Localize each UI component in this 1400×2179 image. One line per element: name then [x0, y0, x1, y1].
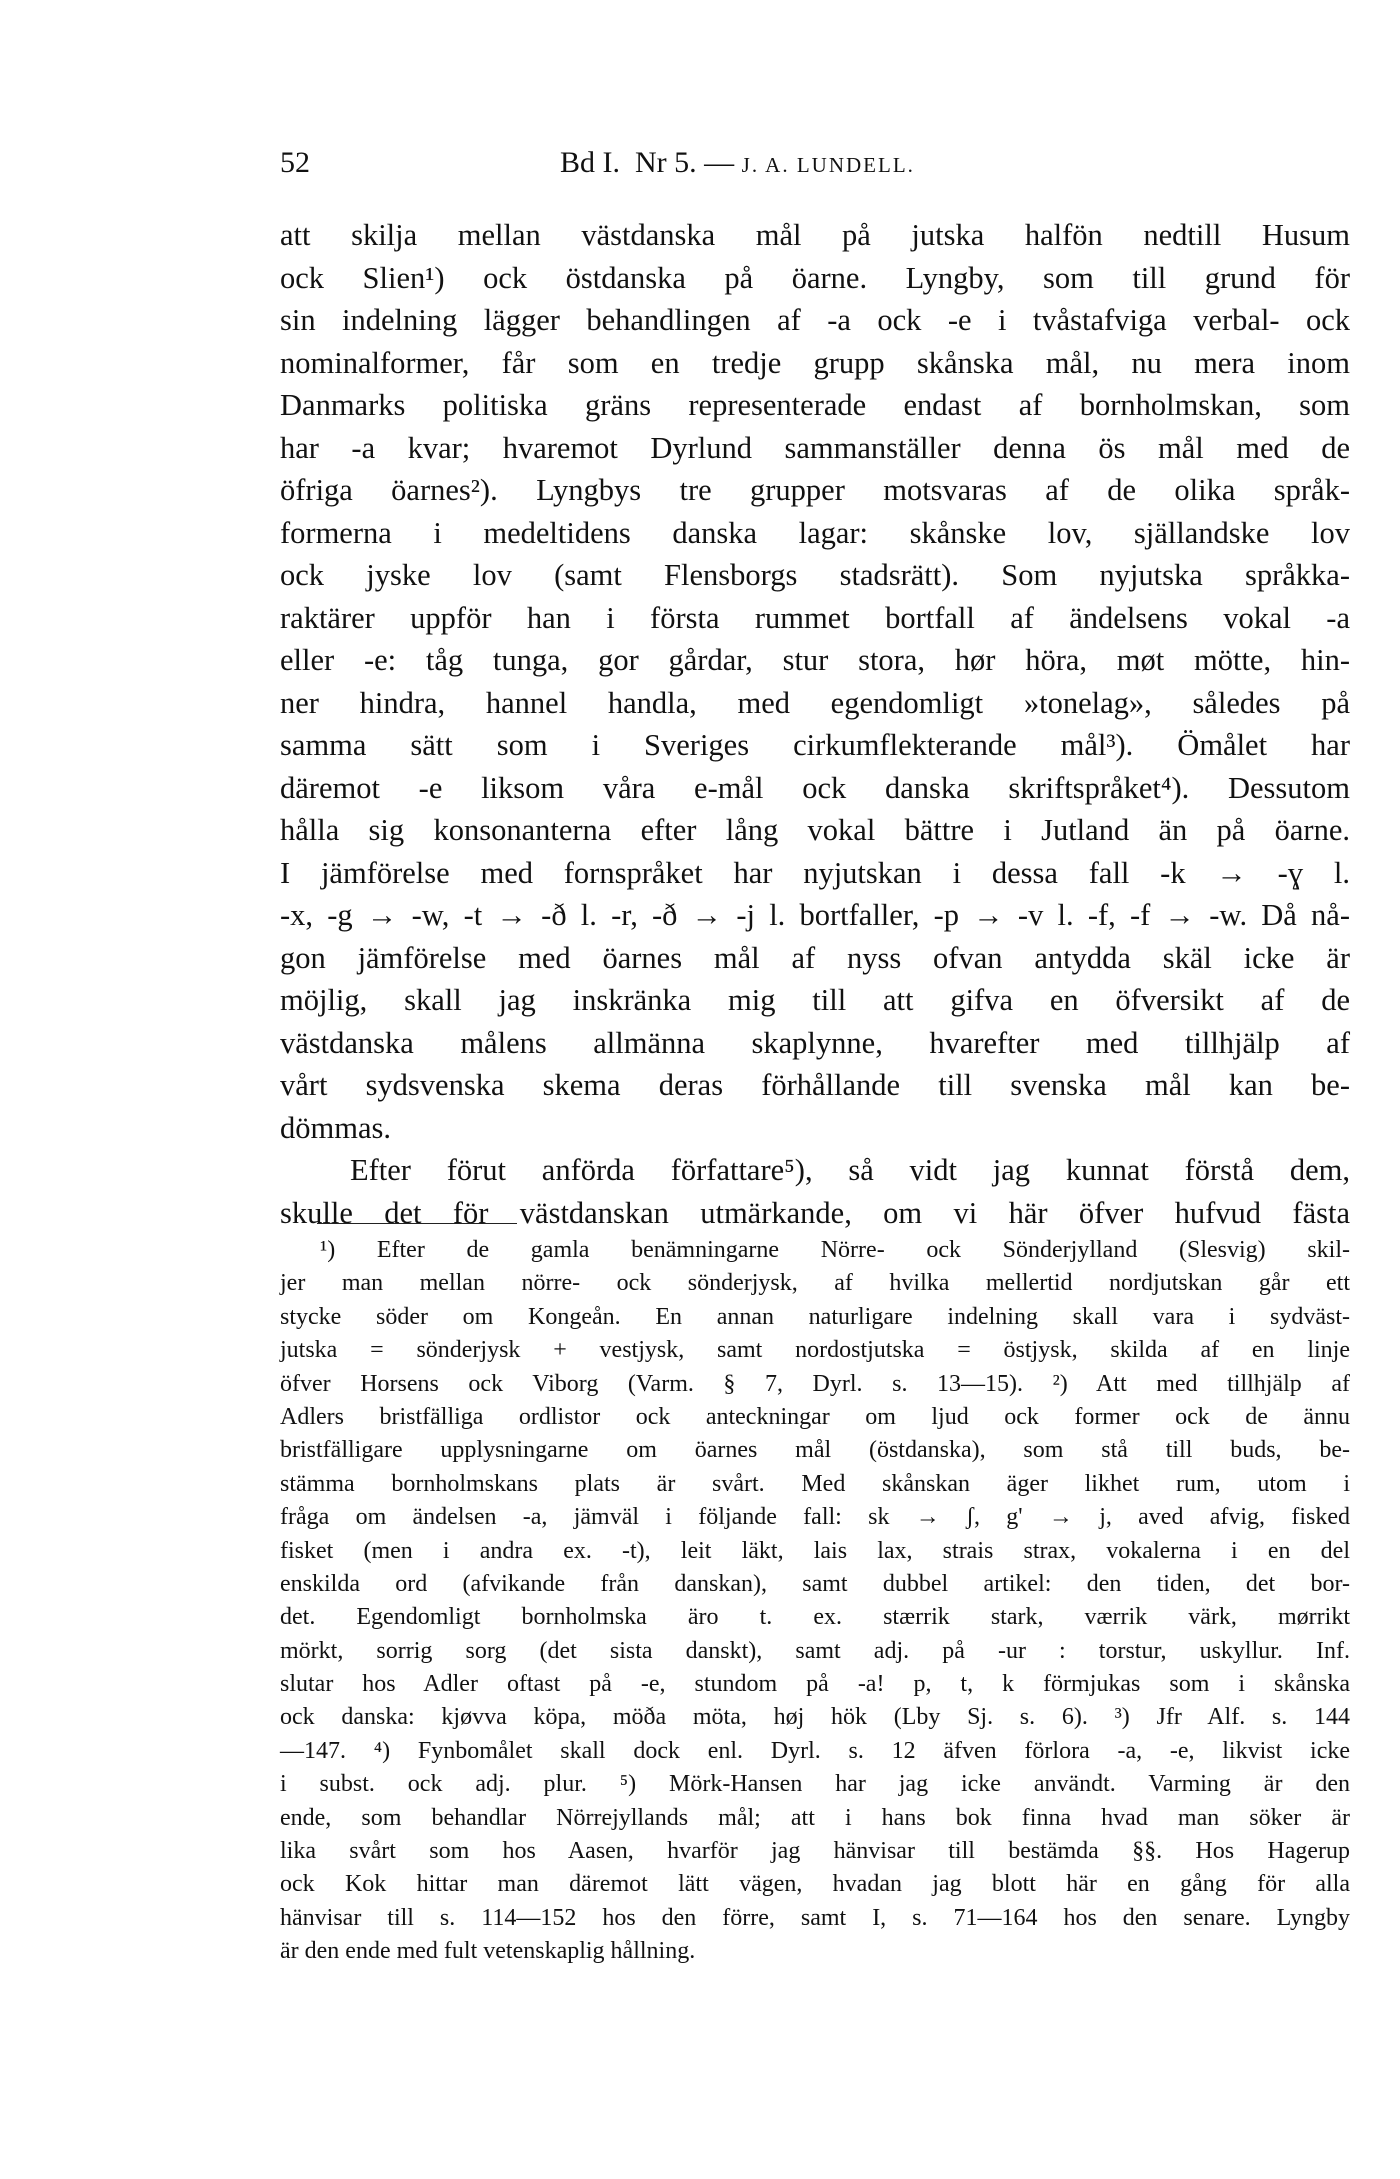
footnote-line: jer man mellan nörre- ock sönderjysk, af hvilka mellertid nordjutskan går ett: [280, 1270, 1350, 1297]
footnote-line: ock Kok hittar man däremot lätt vägen, hvadan jag blott här en gång för alla: [280, 1871, 1350, 1898]
body-line: sin indelning lägger behandlingen af -a ock -e i tvåstafviga verbal- ock: [280, 303, 1350, 337]
body-line: Efter förut anförda författare⁵), så vidt jag kunnat förstå dem,: [350, 1153, 1350, 1187]
body-line: att skilja mellan västdanska mål på jutska halfön nedtill Husum: [280, 218, 1350, 252]
body-line: gon jämförelse med öarnes mål af nyss ofvan antydda skäl icke är: [280, 940, 1350, 975]
body-line: har -a kvar; hvaremot Dyrlund sammanställer denna ös mål med de: [280, 430, 1350, 465]
footnote-line: ock danska: kjøvva köpa, möða möta, høj hök (Lby Sj. s. 6). ³) Jfr Alf. s. 144: [280, 1704, 1350, 1731]
body-line: däremot -e liksom våra e-mål ock danska skriftspråket⁴). Dessutom: [280, 770, 1350, 805]
footnote-line: enskilda ord (afvikande från danskan), samt dubbel artikel: den tiden, det bor-: [280, 1570, 1350, 1597]
body-line: ock Slien¹) ock östdanska på öarne. Lyngby, som till grund för: [280, 260, 1350, 295]
volume-issue: Bd I. Nr 5. —: [560, 146, 742, 179]
footnote-line: ende, som behandlar Nörrejyllands mål; att i hans bok finna hvad man söker är: [280, 1804, 1350, 1831]
body-line: öfriga öarnes²). Lyngbys tre grupper motsvaras af de olika språk-: [280, 473, 1350, 507]
footnote-line: —147. ⁴) Fynbomålet skall dock enl. Dyrl. s. 12 äfven förlora -a, -e, likvist icke: [280, 1737, 1350, 1764]
body-line: eller -e: tåg tunga, gor gårdar, stur stora, hør höra, møt mötte, hin-: [280, 643, 1350, 677]
footnote-line: fisket (men i andra ex. -t), leit läkt, lais lax, strais strax, vokalerna i en del: [280, 1537, 1350, 1564]
body-line: västdanska målens allmänna skaplynne, hvarefter med tillhjälp af: [280, 1025, 1350, 1060]
body-line: ner hindra, hannel handla, med egendomligt »tonelag», således på: [280, 685, 1350, 720]
footnote-line: stycke söder om Kongeån. En annan naturligare indelning skall vara i sydväst-: [280, 1303, 1350, 1330]
body-line: -x, -g → -w, -t → -ð l. -r, -ð → -j l. bortfaller, -p → -v l. -f, -f → -w. Då nå-: [280, 898, 1350, 932]
footnote-line: fråga om ändelsen -a, jämväl i följande fall: sk → ʃ, g' → j, aved afvig, fisked: [280, 1504, 1350, 1531]
author-name: J. A. LUNDELL.: [741, 153, 915, 177]
footnote-line: hänvisar till s. 114—152 hos den förre, samt I, s. 71—164 hos den senare. Lyngby: [280, 1904, 1350, 1931]
footnote-line: slutar hos Adler oftast på -e, stundom på -a! p, t, k förmjukas som i skånska: [280, 1671, 1350, 1698]
footnote-line: öfver Horsens ock Viborg (Varm. § 7, Dyrl. s. 13—15). ²) Att med tillhjälp af: [280, 1370, 1350, 1397]
footnote-line: lika svårt som hos Aasen, hvarför jag hänvisar till bestämda §§. Hos Hagerup: [280, 1838, 1350, 1865]
body-line: samma sätt som i Sveriges cirkumflekterande mål³). Ömålet har: [280, 728, 1350, 762]
footnote-line: mörkt, sorrig sorg (det sista danskt), samt adj. på -ur : torstur, uskyllur. Inf.: [280, 1637, 1350, 1664]
body-line: ock jyske lov (samt Flensborgs stadsrätt). Som nyjutska språkka-: [280, 558, 1350, 592]
footnote-line: bristfälligare upplysningarne om öarnes mål (östdanska), som stå till buds, be-: [280, 1437, 1350, 1464]
running-title: [560, 143, 915, 185]
body-line: möjlig, skall jag inskränka mig till att gifva en öfversikt af de: [280, 983, 1350, 1017]
footnote-line: stämma bornholmskans plats är svårt. Med skånskan äger likhet rum, utom i: [280, 1470, 1350, 1497]
body-line: hålla sig konsonanterna efter lång vokal bättre i Jutland än på öarne.: [280, 813, 1350, 847]
footnote-line: är den ende med fult vetenskaplig hållning.: [280, 1938, 696, 1965]
footnote-line: i subst. ock adj. plur. ⁵) Mörk-Hansen har jag icke användt. Varming är den: [280, 1771, 1350, 1798]
body-line: skulle det för västdanskan utmärkande, om vi här öfver hufvud fästa: [280, 1195, 1350, 1230]
body-line: nominalformer, får som en tredje grupp skånska mål, nu mera inom: [280, 345, 1350, 380]
body-line: raktärer uppför han i första rummet bortfall af ändelsens vokal -a: [280, 600, 1350, 635]
body-line: Danmarks politiska gräns representerade endast af bornholmskan, som: [280, 388, 1350, 422]
body-line: vårt sydsvenska skema deras förhållande till svenska mål kan be-: [280, 1068, 1350, 1102]
footnotes: [280, 1234, 1350, 1969]
footnote-line: det. Egendomligt bornholmska äro t. ex. stærrik stark, værrik värk, mørrikt: [280, 1604, 1350, 1631]
footnote-divider: [317, 1223, 517, 1224]
body-line: formerna i medeltidens danska lagar: skånske lov, själlandske lov: [280, 515, 1350, 550]
footnote-line: ¹) Efter de gamla benämningarne Nörre- ock Sönderjylland (Slesvig) skil-: [320, 1237, 1350, 1263]
body-line: dömmas.: [280, 1110, 391, 1145]
body-line: I jämförelse med fornspråket har nyjutskan i dessa fall -k → -ɣ l.: [280, 855, 1350, 890]
page-number: 52: [280, 146, 310, 179]
footnote-line: Adlers bristfälliga ordlistor ock anteckningar om ljud ock former ock de ännu: [280, 1403, 1350, 1430]
body-text: [280, 214, 1350, 1234]
page-header: [280, 143, 1350, 183]
footnote-line: jutska = sönderjysk + vestjysk, samt nordostjutska = östjysk, skilda af en linje: [280, 1337, 1350, 1364]
